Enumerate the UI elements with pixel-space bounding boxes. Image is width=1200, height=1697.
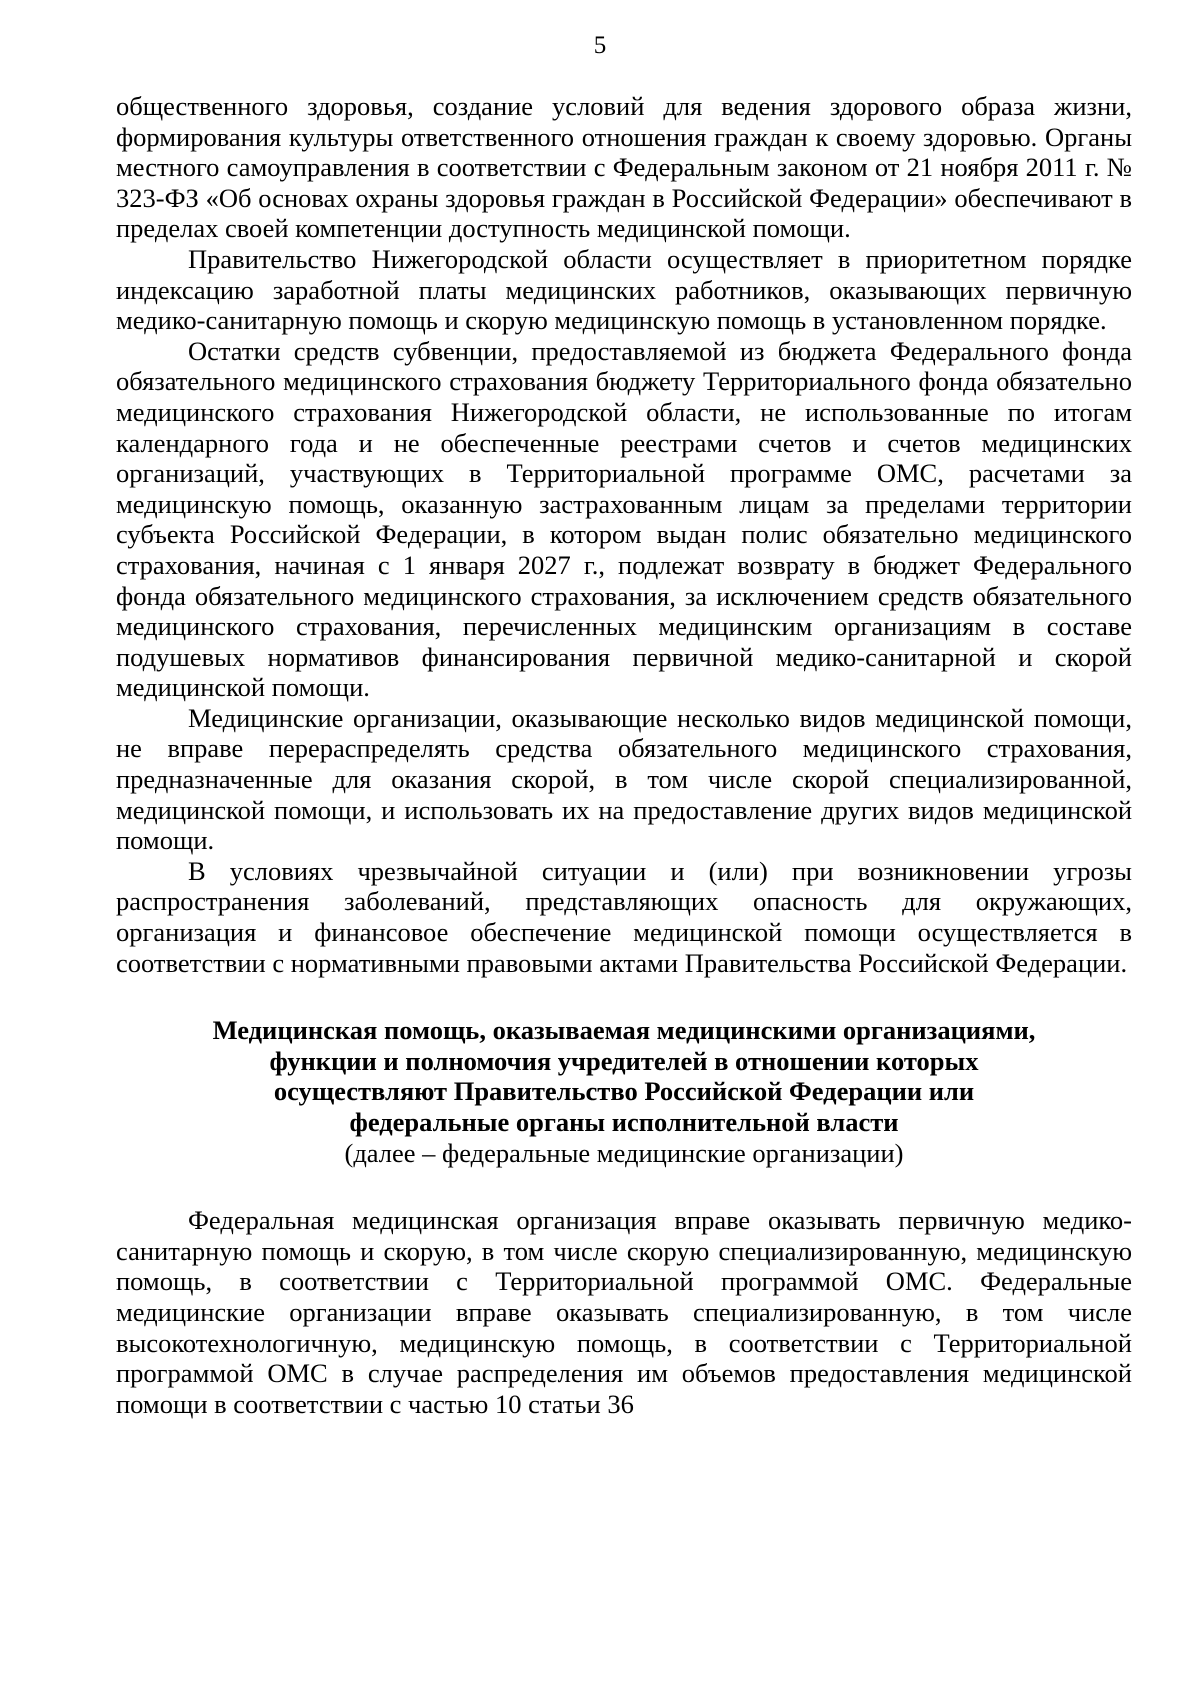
section-heading-subtitle: (далее – федеральные медицинские организации) bbox=[344, 1137, 904, 1168]
paragraph-federal-organizations: Федеральная медицинская организация вправе оказывать первичную медико-санитарную помощь и скорую, в том числе скорую специализированную, медицинскую помощь, в соответствии с Территориальной программой ОМС. Федеральные медицинские организации вправе оказывать специализированную, в том числе высокотехнологичную, медицинскую помощь, в соответствии с Территориальной программой ОМС в случае распределения им объемов предоставления медицинской помощи в соответствии с частью 10 статьи 36 bbox=[116, 1205, 1132, 1419]
section-spacer bbox=[116, 1168, 1132, 1205]
section-heading bbox=[116, 1015, 1132, 1168]
section-heading-line: функции и полномочия учредителей в отношении которых bbox=[269, 1045, 979, 1076]
section-heading-line: осуществляют Правительство Российской Федерации или bbox=[273, 1076, 975, 1107]
page-number: 5 bbox=[593, 32, 607, 59]
paragraph-health-culture: общественного здоровья, создание условий для ведения здорового образа жизни, формирования культуры ответственного отношения граждан к своему здоровью. Органы местного самоуправления в соответствии с Федеральным законом от 21 ноября 2011 г. № 323-ФЗ «Об основах охраны здоровья граждан в Российской Федерации» обеспечивают в пределах своей компетенции доступность медицинской помощи. bbox=[116, 91, 1132, 244]
paragraph-fund-redistribution: Медицинские организации, оказывающие несколько видов медицинской помощи, не вправе перераспределять средства обязательного медицинского страхования, предназначенные для оказания скорой, в том числе скорой специализированной, медицинской помощи, и использовать их на предоставление других видов медицинской помощи. bbox=[116, 702, 1132, 856]
paragraph-subvention-remainders: Остатки средств субвенции, предоставляемой из бюджета Федерального фонда обязательного медицинского страхования бюджету Территориального фонда обязательно медицинского страхования Нижегородской области, не использованные по итогам календарного года и не обеспеченные реестрами счетов и счетов медицинских организаций, участвующих в Территориальной программе ОМС, расчетами за медицинскую помощь, оказанную застрахованным лицам за пределами территории субъекта Российской Федерации, в котором выдан полис обязательно медицинского страхования, начиная с 1 января 2027 г., подлежат возврату в бюджет Федерального фонда обязательного медицинского страхования, за исключением средств обязательного медицинского страхования, перечисленных медицинским организациям в составе подушевых нормативов финансирования первичной медико-санитарной и скорой медицинской помощи. bbox=[116, 335, 1132, 703]
paragraph-salary-indexation: Правительство Нижегородской области осуществляет в приоритетном порядке индексацию заработной платы медицинских работников, оказывающих первичную медико-санитарную помощь и скорую медицинскую помощь в установленном порядке. bbox=[116, 243, 1132, 336]
paragraph-emergency-situation: В условиях чрезвычайной ситуации и (или) при возникновении угрозы распространения заболеваний, представляющих опасность для окружающих, организация и финансовое обеспечение медицинской помощи осуществляется в соответствии с нормативными правовыми актами Правительства Российской Федерации. bbox=[116, 855, 1132, 978]
section-heading-line: Медицинская помощь, оказываемая медицинскими организациями, bbox=[212, 1015, 1036, 1046]
section-heading-line: федеральные органы исполнительной власти bbox=[349, 1107, 899, 1137]
document-body bbox=[116, 91, 1132, 1419]
